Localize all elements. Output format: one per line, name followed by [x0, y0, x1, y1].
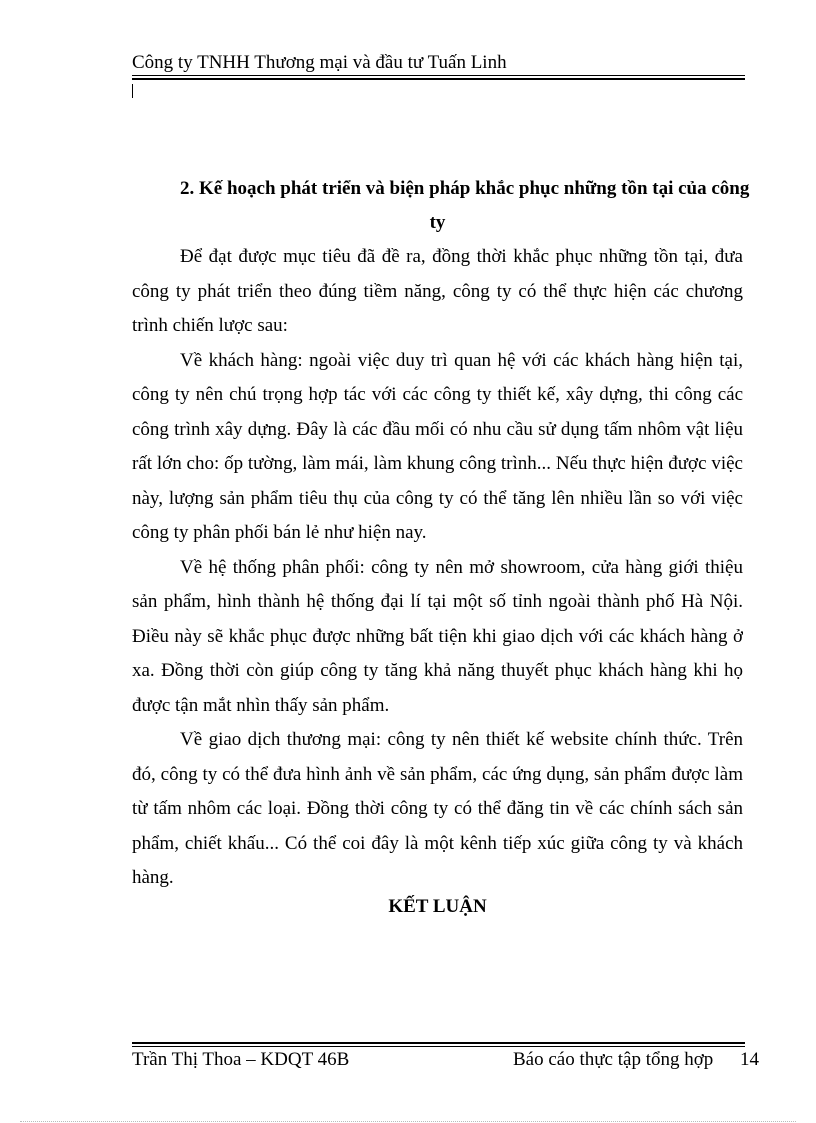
document-body [132, 240, 743, 896]
body-line: rất lớn cho: ốp tường, làm mái, làm khung công trình... Nếu thực hiện được việc [132, 453, 743, 474]
body-line: này, lượng sản phẩm tiêu thụ của công ty có thể tăng lên nhiều lần so với việc [132, 487, 743, 509]
paragraph-customers [132, 344, 743, 551]
body-line: Điều này sẽ khắc phục được những bất tiện khi giao dịch với các khách hàng ở [132, 625, 743, 647]
body-line: trình chiến lược sau: [132, 315, 288, 336]
footer-report-title: Báo cáo thực tập tổng hợp [513, 1049, 714, 1070]
running-header-company: Công ty TNHH Thương mại và đầu tư Tuấn Linh [132, 52, 507, 73]
body-line: phẩm, chiết khấu... Có thể coi đây là một kênh tiếp xúc giữa công ty và khách [132, 832, 743, 854]
header-rule-thick [132, 78, 745, 80]
conclusion-heading: KẾT LUẬN [388, 896, 487, 917]
body-line: xa. Đồng thời còn giúp công ty tăng khả năng thuyết phục khách hàng khi họ [132, 660, 743, 681]
body-line: công ty phân phối bán lẻ như hiện nay. [132, 522, 427, 543]
body-line: từ tấm nhôm các loại. Đồng thời công ty có thể đăng tin về các chính sách sản [132, 798, 743, 819]
body-line: Về hệ thống phân phối: công ty nên mở showroom, cửa hàng giới thiệu [180, 556, 743, 578]
body-line: Về khách hàng: ngoài việc duy trì quan hệ với các khách hàng hiện tại, [180, 349, 743, 371]
body-line: đó, công ty có thể đưa hình ảnh về sản phẩm, các ứng dụng, sản phẩm được làm [132, 763, 743, 785]
header-rule-thin [132, 75, 745, 76]
body-line: hàng. [132, 867, 174, 888]
body-line: được tận mắt nhìn thấy sản phẩm. [132, 694, 390, 716]
paragraph-distribution [132, 551, 743, 724]
footer-rule-thin [132, 1046, 745, 1047]
text-cursor-mark [132, 84, 133, 98]
body-line: Để đạt được mục tiêu đã đề ra, đồng thời khắc phục những tồn tại, đưa [180, 246, 743, 267]
body-line: công ty phát triển theo đúng tiềm năng, công ty có thể thực hiện các chương [132, 280, 743, 302]
body-line: Về giao dịch thương mại: công ty nên thiết kế website chính thức. Trên [180, 729, 743, 750]
paragraph-intro [132, 240, 743, 344]
body-line: công trình xây dựng. Đây là các đầu mối có nhu cầu sử dụng tấm nhôm vật liệu [132, 418, 743, 440]
page-number: 14 [740, 1049, 759, 1070]
section-heading [132, 172, 750, 240]
page-edge-divider [20, 1121, 796, 1122]
section-heading-line-2: ty [429, 212, 446, 233]
footer-author: Trần Thị Thoa – KDQT 46B [132, 1049, 350, 1070]
footer-rule-thick [132, 1042, 745, 1044]
section-heading-line-1: 2. Kế hoạch phát triển và biện pháp khắc phục những tồn tại của công [180, 178, 750, 199]
paragraph-ecommerce [132, 723, 743, 896]
body-line: sản phẩm, hình thành hệ thống đại lí tại một số tỉnh ngoài thành phố Hà Nội. [132, 591, 743, 612]
body-line: công ty nên chú trọng hợp tác với các công ty thiết kế, xây dựng, thi công các [132, 384, 743, 405]
